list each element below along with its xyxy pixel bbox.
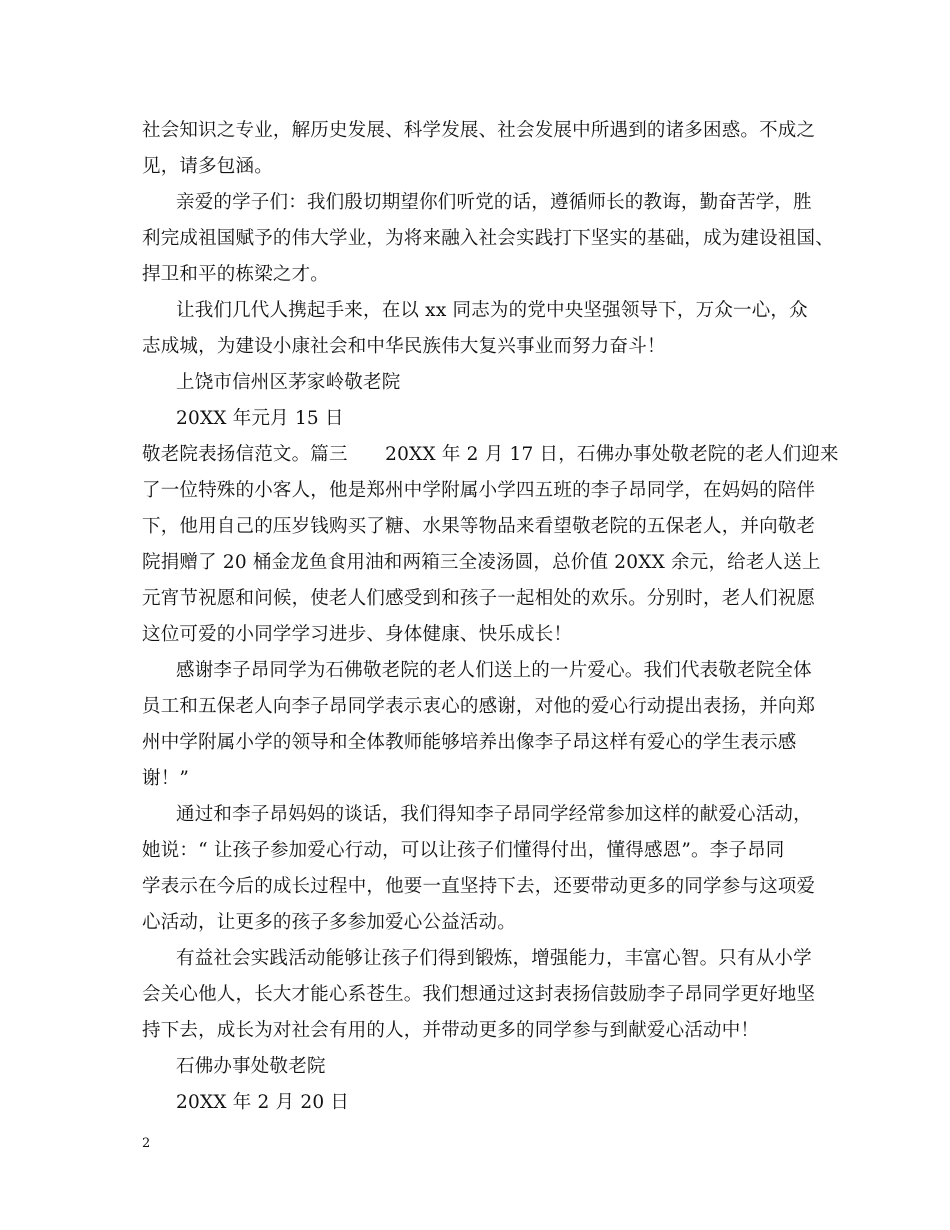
- text-line: 员工和五保老人向李子昂同学表示衷心的感谢，对他的爱心行动提出表扬，并向郑: [142, 696, 816, 717]
- text-line: 学表示在今后的成长过程中，他要一直坚持下去，还要带动更多的同学参与这项爱: [142, 876, 816, 897]
- page-number: 2: [142, 1136, 151, 1151]
- text-line: 感谢李子昂同学为石佛敬老院的老人们送上的一片爱心。我们代表敬老院全体: [176, 660, 812, 681]
- text-line: 让我们几代人携起手来，在以 xx 同志为的党中央坚强领导下，万众一心，众: [176, 300, 808, 321]
- signature-organization: 上饶市信州区茅家岭敬老院: [176, 372, 401, 393]
- text-line: 持下去，成长为对社会有用的人，并带动更多的同学参与到献爱心活动中！: [142, 1020, 760, 1041]
- text-line: 亲爱的学子们：我们殷切期望你们听党的话，遵循师长的教诲，勤奋苦学，胜: [176, 192, 812, 213]
- text-line: 谢！”: [142, 768, 190, 789]
- text-line: 有益社会实践活动能够让孩子们得到锻炼，增强能力，丰富心智。只有从小学: [176, 948, 812, 969]
- text-line: 通过和李子昂妈妈的谈话，我们得知李子昂同学经常参加这样的献爱心活动，: [176, 804, 812, 825]
- text-line: 元宵节祝愿和问候，使老人们感受到和孩子一起相处的欢乐。分别时，老人们祝愿: [142, 588, 816, 609]
- text-line: 院捐赠了 20 桶金龙鱼食用油和两箱三全凌汤圆，总价值 20XX 余元，给老人送上: [142, 552, 821, 573]
- text-line: 了一位特殊的小客人，他是郑州中学附属小学四五班的李子昂同学，在妈妈的陪伴: [142, 480, 816, 501]
- text-line: 心活动，让更多的孩子多参加爱心公益活动。: [142, 912, 517, 933]
- document-body: [142, 113, 839, 1121]
- text-line: 会关心他人，长大才能心系苍生。我们想通过这封表扬信鼓励李子昂同学更好地坚: [142, 984, 816, 1005]
- text-line: 这位可爱的小同学学习进步、身体健康、快乐成长！: [142, 624, 573, 645]
- signature-date: 20XX 年 2 月 20 日: [176, 1092, 350, 1113]
- text-line: 敬老院表扬信范文。篇三 20XX 年 2 月 17 日，石佛办事处敬老院的老人们迎来: [142, 444, 839, 465]
- text-line: 志成城，为建设小康社会和中华民族伟大复兴事业而努力奋斗！: [142, 336, 666, 357]
- text-line: 下，他用自己的压岁钱购买了糖、水果等物品来看望敬老院的五保老人，并向敬老: [142, 516, 816, 537]
- signature-date: 20XX 年元月 15 日: [176, 408, 344, 429]
- text-line: 捍卫和平的栋梁之才。: [142, 264, 330, 285]
- text-line: 社会知识之专业，解历史发展、科学发展、社会发展中所遇到的诸多困惑。不成之: [142, 120, 816, 141]
- text-line: 她说：“ 让孩子参加爱心行动，可以让孩子们懂得付出，懂得感恩”。李子昂同: [142, 840, 785, 861]
- text-line: 利完成祖国赋予的伟大学业，为将来融入社会实践打下坚实的基础，成为建设祖国、: [142, 228, 834, 249]
- text-line: 州中学附属小学的领导和全体教师能够培养出像李子昂这样有爱心的学生表示感: [142, 732, 797, 753]
- text-line: 见，请多包涵。: [142, 156, 273, 177]
- signature-organization: 石佛办事处敬老院: [176, 1056, 326, 1077]
